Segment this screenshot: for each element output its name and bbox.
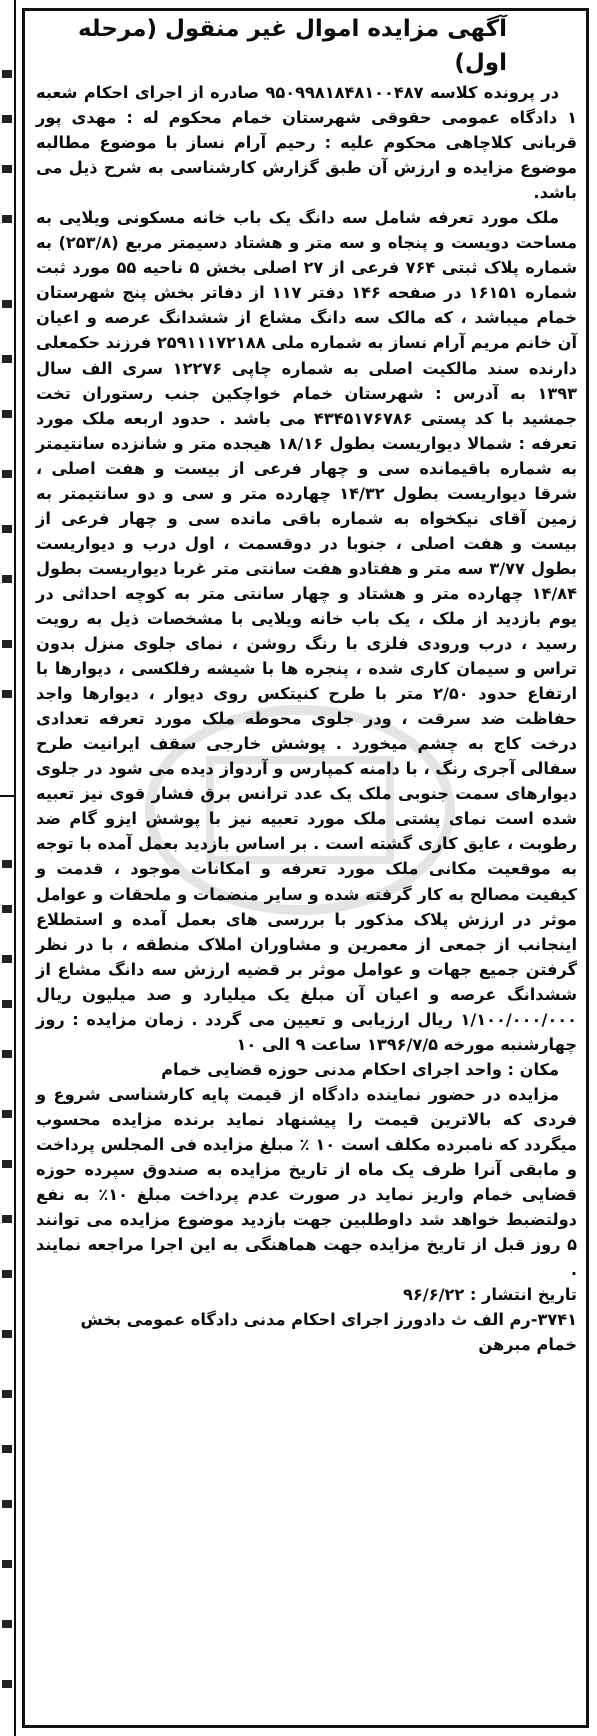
signature-line: ۳۷۴۱-رم الف ث دادورز اجرای احکام مدنی دادگاه عمومی بخش خمام مبرهن — [80, 1310, 577, 1355]
notice-title: آگهی مزایده اموال غیر منقول (مرحله اول) — [77, 16, 507, 76]
adjacent-column-edge — [0, 0, 16, 1736]
notice-paragraph-terms: مزایده در حضور نماینده دادگاه از قیمت پایه کارشناسی شروع و فردی که بالاترین قیمت را پیشنهاد نماید برنده مزایده محسوب میگردد که نامبرده مکلف است ۱۰ ٪ مبلغ مزایده فی المجلس پرداخت و مابقی آنرا ظرف یک ماه از تاریخ مزایده به صندوق سپرده حوزه قضایی خمام واریز نماید در صورت عدم پرداخت مبلغ ۱۰٪ به نفع دولتضبط خواهد شد داوطلبین جهت بازدید موضوع مزایده می توانند ۵ روز قبل از تاریخ مزایده جهت هماهنگی به این اجرا مراجعه نمایند . — [36, 1084, 577, 1280]
notice-body — [36, 80, 577, 1282]
notice-paragraph-location: مکان : واحد اجرای احکام مدنی حوزه قضایی خمام — [161, 1059, 559, 1079]
notice-paragraph-property: ملک مورد تعرفه شامل سه دانگ یک باب خانه مسکونی ویلایی به مساحت دویست و پنجاه و سه متر و هشتاد دسیمتر مربع (۲۵۳/۸) به شماره پلاک ثبتی ۷۶۴ فرعی از ۲۷ اصلی بخش ۵ ناحیه ۵۵ مورد ثبت شماره ۱۶۱۵۱ در صفحه ۱۴۶ دفتر ۱۱۷ از دفاتر بخش پنج شهرستان خمام میباشد ، که مالک سه دانگ مشاع از ششدانگ عرصه و اعیان آن خانم مریم آرام نساز به شماره ملی ۲۵۹۱۱۱۷۲۱۸۸ فرزند حکمعلی دارنده سند مالکیت اصلی به شماره چاپی ۱۲۲۷۶ سری الف سال ۱۳۹۳ به آدرس : شهرستان خمام خواچکین جنب رستوران تخت جمشید با کد پستی ۴۳۴۵۱۷۶۷۸۶ می باشد . حدود اربعه ملک مورد تعرفه : شمالا دیواریست بطول ۱۸/۱۶ هیجده متر و شانزده سانتیمتر به شماره باقیمانده سی و چهار فرعی از بیست و هفت اصلی ، شرقا دیواریست بطول ۱۴/۳۲ چهارده متر و سی و دو سانتیمتر به زمین آقای نیکخواه به شماره باقی مانده سی و چهار فرعی از بیست و هفت اصلی ، جنوبا در دوقسمت ، اول درب و دیواریست بطول ۳/۷۷ سه متر و هفتادو هفت سانتی متر غربا دیواریست بطول ۱۴/۸۴ چهارده متر و هشتاد و چهار سانتی متر به کوچه احداثی در یوم بازدید از ملک ، یک باب خانه ویلایی با مشخصات ذیل به رویت رسید ، درب ورودی فلزی با رنگ روشن ، نمای جلوی منزل بدون تراس و سیمان کاری شده ، پنجره ها با شیشه رفلکسی ، دیوارها با ارتفاع حدود ۲/۵۰ متر با طرح کنیتکس روی دیوار ، دیوارها واجد حفاظت ضد سرقت ، ودر جلوی محوطه ملک مورد تعرفه تعدادی درخت کاج به چشم میخورد . پوشش خارجی سقف ایرانیت طرح سفالی آجری رنگ ، با دامنه کمپارس و آردواز دیده می شود در جلوی دیوارهای سمت جنوبی ملک یک عدد ترانس برق فشار قوی نیز تعبیه شده است نمای پشتی ملک مورد تعبیه نیز با پوشش ایزو گام ضد رطوبت ، عایق کاری گشته است . بر اساس بازدید بعمل آمده با توجه به موقعیت مکانی ملک مورد تعرفه و امکانات موجود ، قدمت و کیفیت مصالح به کار گرفته شده و سایر منضمات و ملحقات و عوامل موثر در ارزش پلاک مذکور با بررسی های بعمل آمده و استطلاع اینجانب از جمعی از معمرین و مشاوران املاک منطقه ، با در نظر گرفتن جمیع جهات و عوامل موثر بر قضیه ارزش سه دانگ مشاع از ششدانگ عرصه و اعیان آن مبلغ یک میلیارد و صد میلیون ریال ۱/۱۰۰/۰۰۰/۰۰۰ ریال ارزیابی و تعیین می گردد . زمان مزایده : روز چهارشنبه مورخه ۱۳۹۶/۷/۵ ساعت ۹ الی ۱۰ — [36, 208, 578, 1054]
publish-date: تاریخ انتشار : ۹۶/۶/۲۲ — [403, 1285, 577, 1305]
notice-paragraph-case: در پرونده کلاسه ۹۵۰۹۹۸۱۸۴۸۱۰۰۴۸۷ صادره از اجرای احکام شعبه ۱ دادگاه عمومی حقوقی شهرستان خمام محکوم له : مهدی پور قربانی کلاچاهی محکوم علیه : رحیم آرام نساز با موضوع مطالبه موضوع مزایده و ارزش آن طبق گزارش کارشناسی به شرح ذیل می باشد. — [36, 83, 577, 203]
notice-footer — [36, 1282, 577, 1357]
notice-content — [36, 12, 577, 1357]
